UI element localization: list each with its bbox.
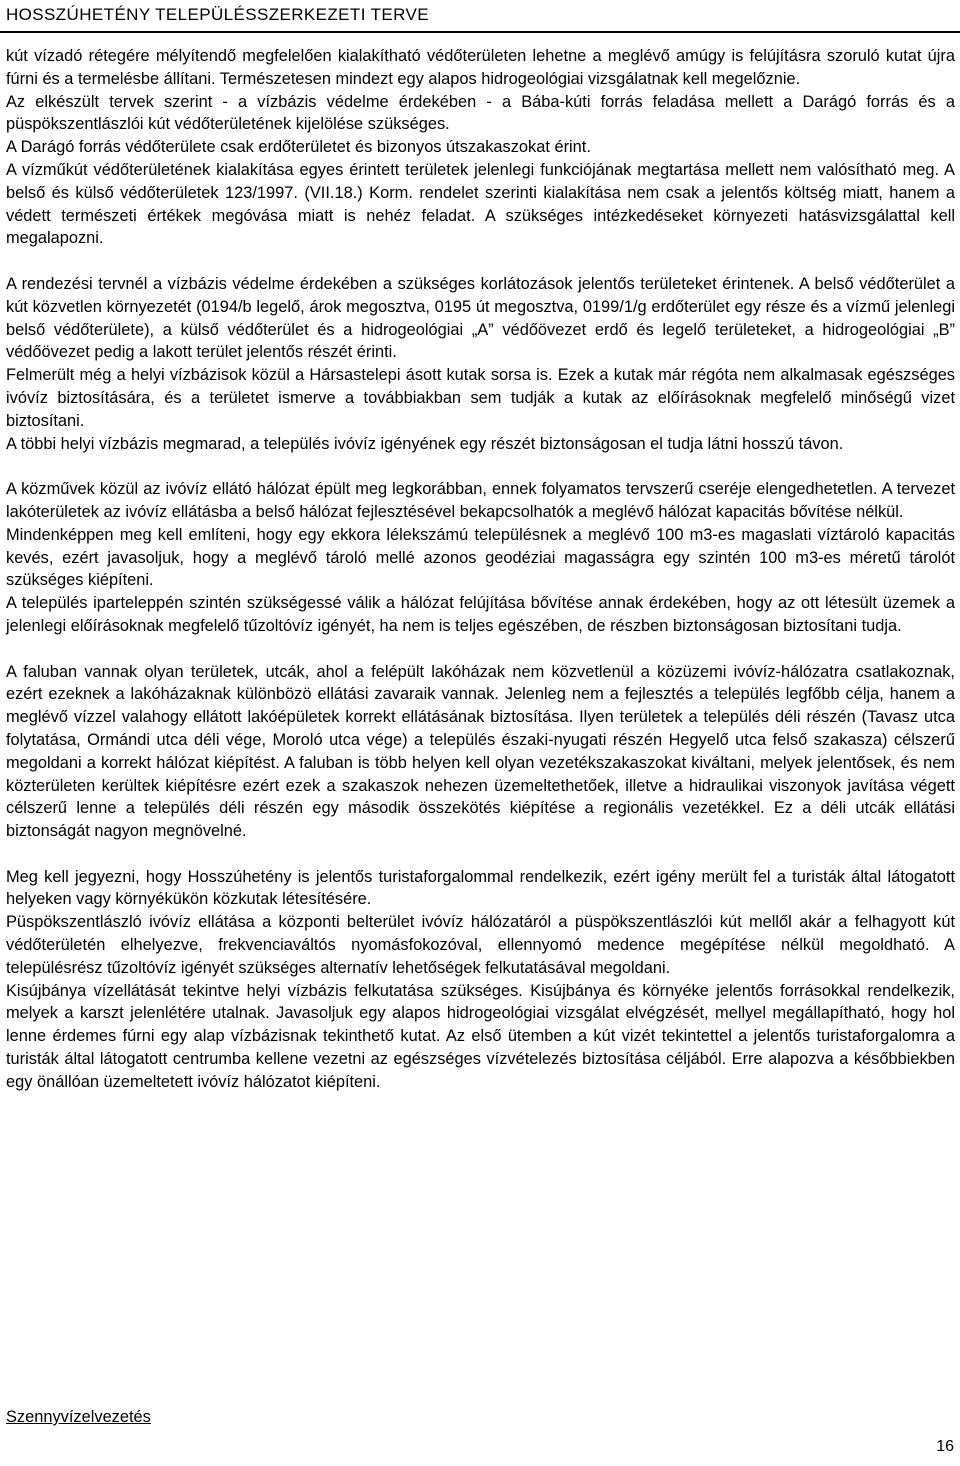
- paragraph: A közművek közül az ivóvíz ellátó hálózat épült meg legkorábban, ennek folyamatos tervszerű cseréje elengedhetetlen. A tervezet lakóterületek az ivóvíz ellátásba a belső hálózat fejlesztésével bekapcsolhatók a meglévő hálózat kapacitás bővítése nélkül.: [6, 480, 955, 521]
- section-heading: Szennyvízelvezetés: [6, 1408, 151, 1426]
- page-header: [0, 0, 960, 30]
- paragraph: Az elkészült tervek szerint - a vízbázis védelme érdekében - a Bába-kúti forrás feladása mellett a Darágó forrás és a püspökszentlászlói kút védőterületének kijelölése szükséges.: [6, 92, 955, 134]
- paragraph: A Darágó forrás védőterülete csak erdőterületet és bizonyos útszakaszokat érint.: [6, 138, 591, 157]
- paragraph: A vízműkút védőterületének kialakítása egyes érintett területek jelenlegi funkciójának megtartása mellett nem valósítható meg. A belső és külső védőterületek 123/1997. (VII.18.) Korm. rendelet szerinti kialakítása nem csak a jelentős költség miatt, hanem a védett természeti értékek megóvása miatt is nehéz feladat. A szükséges intézkedéseket környezeti hatásvizsgálattal kell megalapozni.: [6, 160, 955, 248]
- paragraph: A többi helyi vízbázis megmarad, a település ivóvíz igényének egy részét biztonságosan el tudja látni hosszú távon.: [6, 434, 844, 453]
- document-title: HOSSZÚHETÉNY TELEPÜLÉSSZERKEZETI TERVE: [6, 5, 430, 24]
- paragraph: Mindenképpen meg kell említeni, hogy egy ekkora lélekszámú településnek a meglévő 100 m3-es magaslati víztároló kapacitás kevés, ezért javasoljuk, hogy a meglévő tároló mellé azonos geodéziai magasságra egy szintén 100 m3-es méretű tárolót szükséges kiépíteni.: [6, 525, 955, 590]
- paragraph: A faluban vannak olyan területek, utcák, ahol a felépült lakóházak nem közvetlenül a közüzemi ivóvíz-hálózatra csatlakoznak, ezért ezeknek a lakóházaknak különbözö ellátási zavaraik vannak. Jelenleg nem a fejlesztés a település legfőbb célja, hanem a meglévő vízzel valahogy ellátott lakóépületek korrekt ellátásának biztosítása. Ilyen területek a település déli részén (Tavasz utca folytatása, Ormándi utca déli vége, Moroló utca vége) a település északi-nyugati részén Hegyelő utca felső szakasza) célszerű megoldani a korrekt hálózat kiépítést. A faluban is több helyen kell olyan vezetékszakaszokat kiváltani, melyek jelentősek, és nem közterületen kerültek kiépítésre ezért ezek a szakaszok nehezen üzemeltethetőek, illetve a hidraulikai viszonyok javítása végett célszerű lenne a település déli részén egy második összekötés kiépítése a regionális vezetékkel. Ez a déli utcák ellátási biztonságát nagyon megnövelné.: [6, 662, 955, 841]
- header-divider: [0, 31, 960, 33]
- paragraph: Felmerült még a helyi vízbázisok közül a Hársastelepi ásott kutak sorsa is. Ezek a kutak már régóta nem alkalmasak egészséges ivóvíz biztosítására, és a területet ismerve a továbbiakban sem tudják a kutak az előírásoknak megfelelő minőségű vizet biztosítani.: [6, 366, 955, 430]
- paragraph: Meg kell jegyezni, hogy Hosszúhetény is jelentős turistaforgalommal rendelkezik, ezért igény merült fel a turisták által látogatott helyeken vagy környékükön közkutak létesítésére.: [6, 867, 955, 909]
- paragraph: Kisújbánya vízellátását tekintve helyi vízbázis felkutatása szükséges. Kisújbánya és környéke jelentős forrásokkal rendelkezik, melyek a karszt jelenlétére utalnak. Javasoljuk egy alapos hidrogeológiai vizsgálat elvégzését, mellyel megállapítható, hogy hol lenne érdemes fúrni egy alap vízbázisnak tekinthető kutat. Az első ütemben a kút vizét tekintettel a jelentős turistaforgalomra a turisták által látogatott centrumba kellene vezetni az egészséges vízvételezés biztosítása céljából. Erre alapozva a későbbiekben egy önállóan üzemeltetett ivóvíz hálózatot kiépíteni.: [6, 981, 955, 1091]
- paragraph: Püspökszentlászló ivóvíz ellátása a központi belterület ivóvíz hálózatáról a püspökszentlászlói kút mellől akár a felhagyott kút védőterületén elhelyezve, frekvenciaváltós nyomásfokozóval, ellennyomó medence megépítése nélkül megoldható. A településrész tűzoltóvíz igényét szükséges alternatív lehetőségek felkutatásával megoldani.: [6, 913, 955, 977]
- paragraph: A település iparteleppén szintén szükségessé válik a hálózat felújítása bővítése annak érdekében, hogy az ott létesült üzemek a jelenlegi előírásoknak megfelelő tűzoltóvíz igényét, ha nem is teljes egészében, de részben biztonságosan biztosítani tudja.: [6, 594, 955, 635]
- paragraph: A rendezési tervnél a vízbázis védelme érdekében a szükséges korlátozások jelentős területeket érintenek. A belső védőterület a kút közvetlen környezetét (0194/b legelő, árok megosztva, 0195 út megosztva, 0199/1/g erdőterület egy része és a vízmű jelenlegi belső védőterülete), a külső védőterület és a hidrogeológiai „A” védőövezet erdő és legelő területeket, a hidrogeológiai „B” védőövezet pedig a lakott terület jelentős részét érinti.: [6, 274, 955, 362]
- document-body: [6, 45, 955, 1094]
- page-number: 16: [936, 1438, 954, 1455]
- paragraph: kút vízadó rétegére mélyítendő megfelelően kialakítható védőterületen lehetne a meglévő amúgy is felújításra szoruló kutat újra fúrni és a termelésbe állítani. Természetesen mindezt egy alapos hidrogeológiai vizsgálatnak kell megelőznie.: [6, 47, 955, 88]
